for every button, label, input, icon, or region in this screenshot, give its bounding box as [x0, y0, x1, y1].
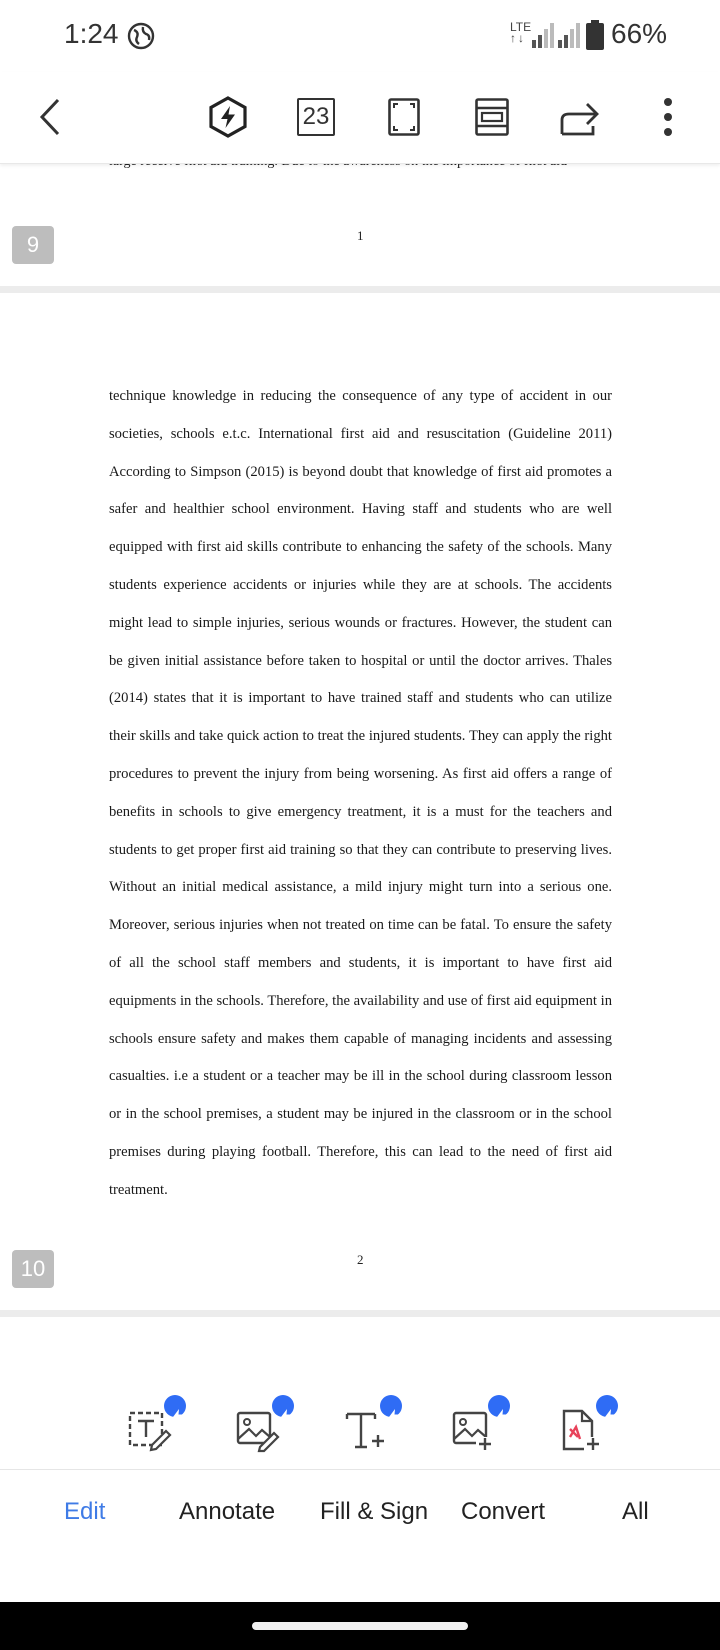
- share-button[interactable]: [555, 92, 605, 142]
- page-count-icon: 23: [297, 98, 335, 136]
- bottom-tabs: [0, 1470, 720, 1554]
- tab-convert[interactable]: Convert: [461, 1498, 546, 1525]
- status-bar: [0, 0, 720, 72]
- back-arrow-icon: [36, 97, 66, 137]
- page-1-footer-number: 1: [357, 228, 364, 243]
- signal-strength-icon: [532, 22, 554, 48]
- add-text-tool[interactable]: [336, 1395, 396, 1455]
- battery-icon: [586, 20, 604, 50]
- reading-mode-icon: [475, 98, 509, 136]
- more-options-button[interactable]: [643, 92, 693, 142]
- sign-document-tool[interactable]: [552, 1395, 612, 1455]
- pro-badge-icon: [596, 1395, 618, 1417]
- lightning-hexagon-icon: [208, 96, 248, 138]
- edit-text-icon: [128, 1409, 170, 1451]
- pro-badge-icon: [488, 1395, 510, 1417]
- fullscreen-button[interactable]: [379, 92, 429, 142]
- share-icon: [559, 98, 601, 136]
- page-separator: [0, 286, 720, 293]
- home-gesture-pill[interactable]: [252, 1622, 468, 1630]
- sign-document-icon: [560, 1409, 602, 1451]
- page-badge-10: 10: [12, 1250, 54, 1288]
- page-separator: [0, 1310, 720, 1317]
- annotate-image-icon: [236, 1409, 278, 1451]
- lte-indicator: LTE ↑↓: [510, 20, 532, 45]
- globe-icon: [127, 22, 155, 50]
- signal-strength-2-icon: [558, 22, 580, 48]
- page-badge-9: 9: [12, 226, 54, 264]
- pro-badge-icon: [164, 1395, 186, 1417]
- add-image-icon: [452, 1409, 494, 1451]
- page-2-body-text: technique knowledge in reducing the consequence of any type of accident in our societies, schools e.t.c. International first aid and resuscitation (Guideline 2011) According to Simpson (2015) is beyond doubt that knowledge of first aid promotes a safer and healthier school environment. Having staff and students who are well equipped with first aid skills contribute to enhancing the safety of the schools. Many students experience accidents or injuries while they are at schools. The accidents might lead to simple injuries, serious wounds or fractures. However, the student can be given initial assistance before taken to hospital or until the doctor arrives. Thales (2014) states that it is important to have trained staff and students who can utilize their skills and take quick action to treat the injured students. They can apply the right procedures to prevent the injury from being worsening. As first aid offers a range of benefits in schools to give emergency treatment, it is a must for the teachers and students to get proper first aid training so that they can contribute to preserving lives. Without an initial medical assistance, a mild injury might turn into a serious one. Moreover, serious injuries when not treated on time can be fatal. To ensure the safety of all the school staff members and students, it is important to have first aid equipments in the schools. Therefore, the availability and use of first aid equipment in schools ensure safety and makes them capable of managing incidents and assessing casualties. i.e a student or a teacher may be ill in the school during classroom lesson or in the school premises, a student may be injured in the classroom or in the school premises during playing football. Therefore, this can lead to the need of first aid treatment.: [109, 388, 612, 1198]
- pro-badge-icon: [272, 1395, 294, 1417]
- page-count-button[interactable]: [291, 92, 341, 142]
- system-nav-bar: [0, 1602, 720, 1650]
- document-toolbar: [0, 72, 720, 164]
- annotate-image-tool[interactable]: [228, 1395, 288, 1455]
- battery-percent: 66%: [611, 18, 668, 49]
- reading-mode-button[interactable]: [467, 92, 517, 142]
- status-time: 1:24: [64, 18, 119, 49]
- tab-all[interactable]: All: [622, 1498, 649, 1525]
- tab-fill-sign[interactable]: Fill & Sign: [320, 1498, 429, 1525]
- edit-text-tool[interactable]: [120, 1395, 180, 1455]
- back-button[interactable]: [26, 92, 76, 142]
- page-2-footer-number: 2: [357, 1252, 364, 1267]
- tab-annotate[interactable]: Annotate: [179, 1498, 276, 1525]
- pro-badge-icon: [380, 1395, 402, 1417]
- document-viewer[interactable]: [0, 164, 720, 1309]
- tab-edit[interactable]: Edit: [64, 1498, 106, 1525]
- tool-icons-row: [0, 1385, 720, 1465]
- more-vertical-icon: [663, 97, 673, 137]
- fullscreen-icon: [388, 98, 420, 136]
- quick-action-button[interactable]: [203, 92, 253, 142]
- add-image-tool[interactable]: [444, 1395, 504, 1455]
- add-text-icon: [344, 1409, 386, 1451]
